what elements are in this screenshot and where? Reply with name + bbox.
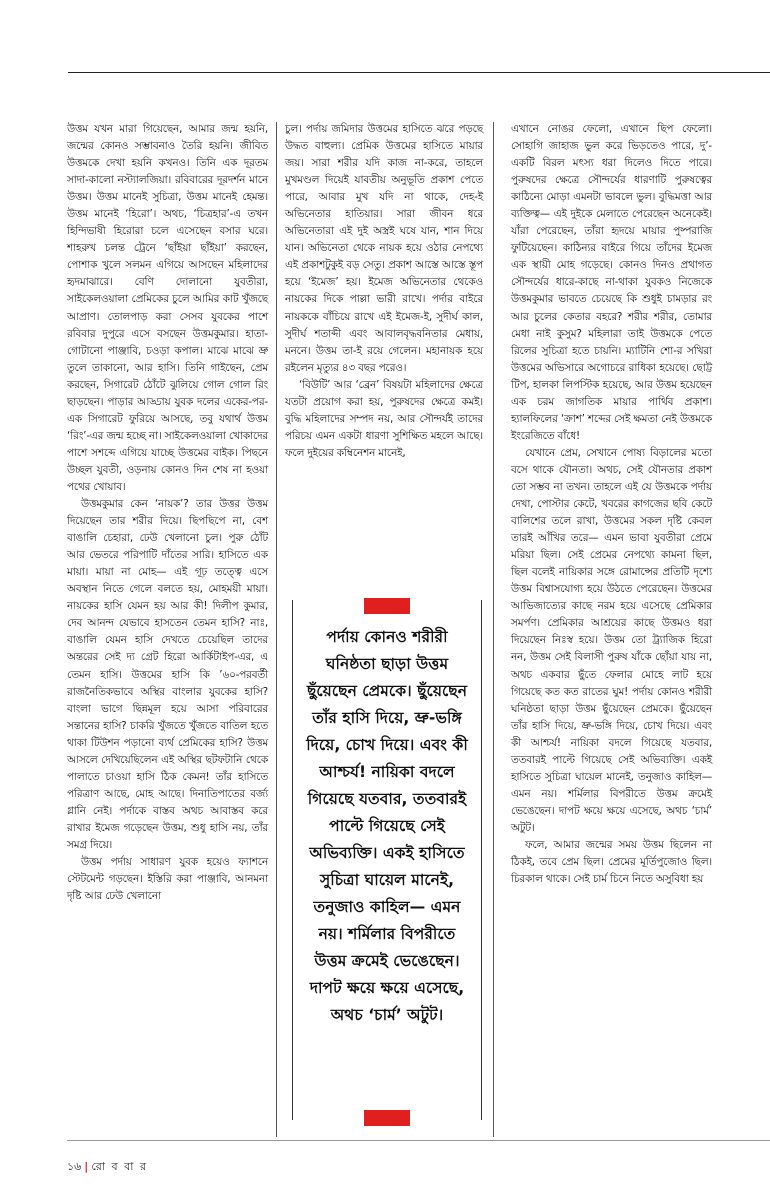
pull-quote: পর্দায় কোনও শরীরী ঘনিষ্ঠতা ছাড়া উত্তম ছুঁয়েছেন প্রেমকে। ছুঁয়েছেন তাঁর হাসি দিয়ে, ভ্রু-ভঙ্গি দিয়ে, চোখ দিয়ে। এবং কী আশ্চর্য! নায়িকা বদলে গিয়েছে যতবার, ততবারই পাল্টে গিয়েছে সেই অভিব্যক্তি। একই হাসিতে সুচিত্রা ঘায়েল মানেই, তনুজাও কাহিল— এমন নয়। শর্মিলার বিপরীতে উত্তম ক্রমেই ভেঙেছেন। দাপট ক্ষয়ে ক্ষয়ে এসেছে, অথচ ‘চার্ম’ অটুট। <box>306 628 468 1024</box>
column-divider <box>493 122 494 1137</box>
column-divider <box>276 122 277 1137</box>
footer-rule <box>67 1140 770 1141</box>
footer-separator: | <box>84 1160 89 1173</box>
article-column-3 <box>511 121 712 888</box>
paragraph: উত্তমকুমার কেন ‘নায়ক’? তার উত্তর উত্তম দিয়েছেন তার শরীর দিয়ে। ছিপছিপে না, বেশ বাঙালি চেহারা, ঢেউ খেলানো চুল। পুরু ঠোঁট আর ভেতরে পরিপাটি দাঁতের সারি। হাসিতে এক মায়া। মায়া না মোহ— এই গূঢ় তত্ত্বে এসে অবস্থান নিতে গেলে বলতে হয়, মোহময়ী মায়া। নায়কের হাসি যেমন হয় আর কী! দিলীপ কুমার, দেব আনন্দ যেভাবে হাসতেন তেমন হাসি? নাঃ, বাঙালি যেমন হাসি দেখতে চেয়েছিল তাদের অন্তরের সেই দ্য গ্রেট হিরো আর্কিটাইপ-এর, এ তেমন হাসি। উত্তমের হাসি কি ’৬০-পরবর্তী রাজনৈতিকভাবে অস্থির বাংলার যুবকের হাসি? বাংলা ভাগে ছিন্নমূল হয়ে আসা পরিবারের সন্তানের হাসি? চাকরি খুঁজতে খুঁজতে বাতিল হতে থাকা টিউশন পড়ানো ব্যর্থ প্রেমিকের হাসি? উত্তম আসলে দেখিয়েছিলেন এই অস্থির ছটফটানি থেকে পালাতে চাওয়া হাসি ঠিক কেমন! তাঁর হাসিতে পরিত্রাণ আছে, মোহ আছে। দিনাতিপাতের বর্জ্য গ্লানি নেই। পর্দাকে বাস্তব অথচ আবাস্তব করে রাখার ইমেজ গড়েছেন উত্তম, শুধু হাসি নয়, তাঁর সমগ্র দিয়ে। <box>67 498 268 851</box>
paragraph: ফলে, আমার জন্মের সময় উত্তম ছিলেন না ঠিকই, তবে প্রেম ছিল। প্রেমের মূর্তিপুজোও ছিল। চিরকাল থাকে। সেই চার্ম চিনে নিতে অসুবিধা হয় <box>511 838 712 886</box>
red-accent-bar <box>364 1110 410 1126</box>
paragraph: যেখানে প্রেম, সেখানে পোষ্য বিড়ালের মতো বসে থাকে যৌনতা। অথচ, সেই যৌনতার প্রকাশ তো সম্ভব না তখন। তাহলে এই যে উত্তমকে পর্দায় দেখা, পোস্টার কেটে, খবরের কাগজের ছবি কেটে বালিশের তলে রাখা, উত্তমের সকল দৃষ্টি কেবল তারই আঁখির তরে— এমন ভাবা যুবতীরা প্রেমে মরিয়া ছিল। সেই প্রেমের নেপথ্যে কামনা ছিল, ছিল বলেই নায়িকার সঙ্গে রোমান্সের প্রতিটি দৃশ্যে উত্তম বিশ্বাসযোগ্য হয়ে উঠতে পেরেছেন। উত্তমের আভিজাত্যের কাছে নরম হয়ে এসেছে প্রেমিকার সমর্পণ। প্রেমিকার আশ্রয়ের কাছে উত্তমও ধরা দিয়েছেন নিঃস্ব হয়ে। উত্তম তো ট্র্যাজিক হিরো নন, উত্তম সেই বিলাসী পুরুষ যাঁকে ছোঁয়া যায় না, অথচ একবার ছুঁতে ফেলার মোহে লাট হয়ে গিয়েছে কত কত রাতের ঘুম! পর্দায় কোনও শরীরী ঘনিষ্ঠতা ছাড়া উত্তম ছুঁয়েছেন প্রেমকে। ছুঁয়েছেন তাঁর হাসি দিয়ে, ভ্রু-ভঙ্গি দিয়ে, চোখ দিয়ে। এবং কী আশ্চর্য! নায়িকা বদলে গিয়েছে যতবার, ততবারই পাল্টে গিয়েছে সেই অভিব্যক্তি। একই হাসিতে সুচিত্রা ঘায়েল মানেই, তনুজাও কাহিল— এমন নয়। শর্মিলার বিপরীতে উত্তম ক্রমেই ভেঙেছেন। দাপট ক্ষয়ে ক্ষয়ে এসেছে, অথচ ‘চার্ম’ অটুট। <box>511 446 712 834</box>
top-rule <box>68 72 770 73</box>
article-column-2 <box>285 121 483 462</box>
article-column-1 <box>67 121 268 905</box>
page-number: ১৬ <box>67 1160 82 1173</box>
red-accent-bar <box>364 598 410 614</box>
page-footer <box>67 1158 148 1177</box>
paragraph: ‘বিউটি’ আর ‘ব্রেন’ বিষয়টা মহিলাদের ক্ষেত্রে যতটা প্রয়োগ করা হয়, পুরুষদের ক্ষেত্রে কমই। বুদ্ধি মহিলাদের সম্পদ নয়, আর সৌন্দর্যই তাদের পরিচয় এমন একটা ধারণা সুশিক্ষিত মহলে আছে। ফলে দুইয়ের কম্বিনেশন মানেই, <box>285 378 483 459</box>
magazine-name: রো ব বা র <box>91 1160 148 1173</box>
paragraph: চুল। পর্দায় জমিদার উত্তমের হাসিতে ঝরে পড়ছে উদ্ধত বাহুল্য। প্রেমিক উত্তমের হাসিতে মায়ার জয়। সারা শরীর যদি কাজ না-করে, তাহলে মুখমণ্ডল দিয়েই যাবতীয় অনুভূতি প্রকাশ পেতে পারে, আবার মুখ যদি না থাকে, দেহ-ই অভিনেতার হাতিয়ার। সারা জীবন ধরে অভিনেতারা এই দুই অস্ত্রই ঘষে যান, শান দিয়ে যান। অভিনেতা থেকে নায়ক হয়ে ওঠার নেপথ্যে এই প্রকাশটুকুই বড় সেতু। প্রকাশ আস্তে আস্তে স্তূপ হয়ে ‘ইমেজ’ হয়। ইমেজ অভিনেতার থেকেও নায়কের দিকে পাল্লা ভারী রাখে। পর্দার বাইরে নায়ককে বাঁচিয়ে রাখে এই ইমেজ-ই, সুদীর্ঘ কাল, সুদীর্ঘ শতাব্দী এবং আবালবৃদ্ধবনিতার মেধায়, মননে। উত্তম তা-ই রয়ে গেলেন। মহানায়ক হয়ে রইলেন মৃত্যুর ৪৩ বছর পরেও। <box>285 123 483 374</box>
paragraph: উত্তম যখন মারা গিয়েছেন, আমার জন্ম হয়নি, জন্মের কোনও সম্ভাবনাও তৈরি হয়নি। জীবিত উত্তমকে দেখা হয়নি কখনও। তিনি এক দূরতম সাদা-কালো নস্ট্যালজিয়া। রবিবারের দূরদর্শন মানে উত্তম। উত্তম মানেই সুচিত্রা, উত্তম মানেই হেমন্ত। উত্তম মানেই ‘হিরো’। অথচ, ‘চিত্রহার’-এ তখন হিন্দিভাষী হিরোরা চলে এসেছেন বসার ঘরে। শাহরুখ চলন্ত ট্রেনে ‘ছাঁইয়া ছাঁইয়া’ করছেন, পোশাক খুলে সলমন এগিয়ে আসছেন মহিলাদের হৃদমাঝারে। বেণি দোলানো যুবতীরা, সাইকেলওয়ালা প্রেমিকের চুলে আমির কাট খুঁজছে আপ্রাণ। তোলপাড় করা সেসব যুবকের পাশে রবিবার দুপুরে এসে বসছেন উত্তমকুমার। হাতা-গোটানো পাঞ্জাবি, চওড়া কপাল। মাঝে মাঝে ভ্রু তুলে তাকানো, আর হাসি। তিনি গাইছেন, প্রেম করছেন, সিগারেট ঠোঁটে ঝুলিয়ে গোল গোল রিং ছাড়ছেন। পাড়ার আড্ডায় যুবক দলের একের-পর-এক সিগারেট ফুরিয়ে আসছে, তবু যথার্থ উত্তম ‘রিং’-এর জন্ম হচ্ছে না। সাইকেলওয়ালা খোকাদের পাশে সশব্দে এগিয়ে যাচ্ছে উত্তমের বাইক। পিছনে উচ্ছল যুবতী, ওড়নায় কোনও দিন শেষ না হওয়া পথের খোয়াব। <box>67 123 268 493</box>
paragraph: উত্তম পর্দায় সাধারণ যুবক হয়েও ফ্যাশনে স্টেটমেন্ট গড়ছেন। ইস্তিরি করা পাঞ্জাবি, আনমনা দৃষ্টি আর ঢেউ খেলানো <box>67 856 268 903</box>
paragraph: এখানে নোঙর ফেলো, এখানে ছিপ ফেলো। সোহাগি জাহাজ ভুল করে ভিড়তেও পারে, দু’-একটি বিরল মৎস্য ধরা দিলেও দিতে পারে। পুরুষদের ক্ষেত্রে সৌন্দর্যের ধারণাটি পুরুষত্বের কাঠিন্যে মোড়া এমনটা ভাবলে ভুল। বুদ্ধিমত্তা আর ব্যক্তিত্ব— এই দুইকে মেলাতে পেরেছেন অনেকেই। যাঁরা পেরেছেন, তাঁরা হৃদয়ে মায়ার পুষ্পরাজি ফুটিয়েছেন। কাঠিন্যর বাইরে গিয়ে তাঁদের ইমেজ এক স্থায়ী মোহ গড়েছে। কোনও দিনও প্রথাগত সৌন্দর্যের ধারে-কাছে না-থাকা যুবকও নিজেকে উত্তমকুমার ভাবতে চেয়েছে কি শুধুই চামড়ার রং আর চুলের কেতার বহরে? শরীর শরীর, তোমার মেধা নাই কুসুম? মহিলারা তাই উত্তমকে পেতে রিলের সুচিত্রা হতে চায়নি। ম্যাটিনি শো-র সখিরা উত্তমের অভিসারে অগোচরে রাধিকা হয়েছে। ছোট্ট টিপ, হালকা লিপস্টিক হয়েছে, আর উত্তম হয়েছেন এক চরম জাগতিক মায়ার পার্থিব প্রকাশ। হ্যালফিলের ‘ক্রাশ’ শব্দের সেই ক্ষমতা নেই উত্তমকে ইংরেজিতে বাঁধে! <box>511 123 712 442</box>
pull-quote-box <box>292 600 482 1120</box>
